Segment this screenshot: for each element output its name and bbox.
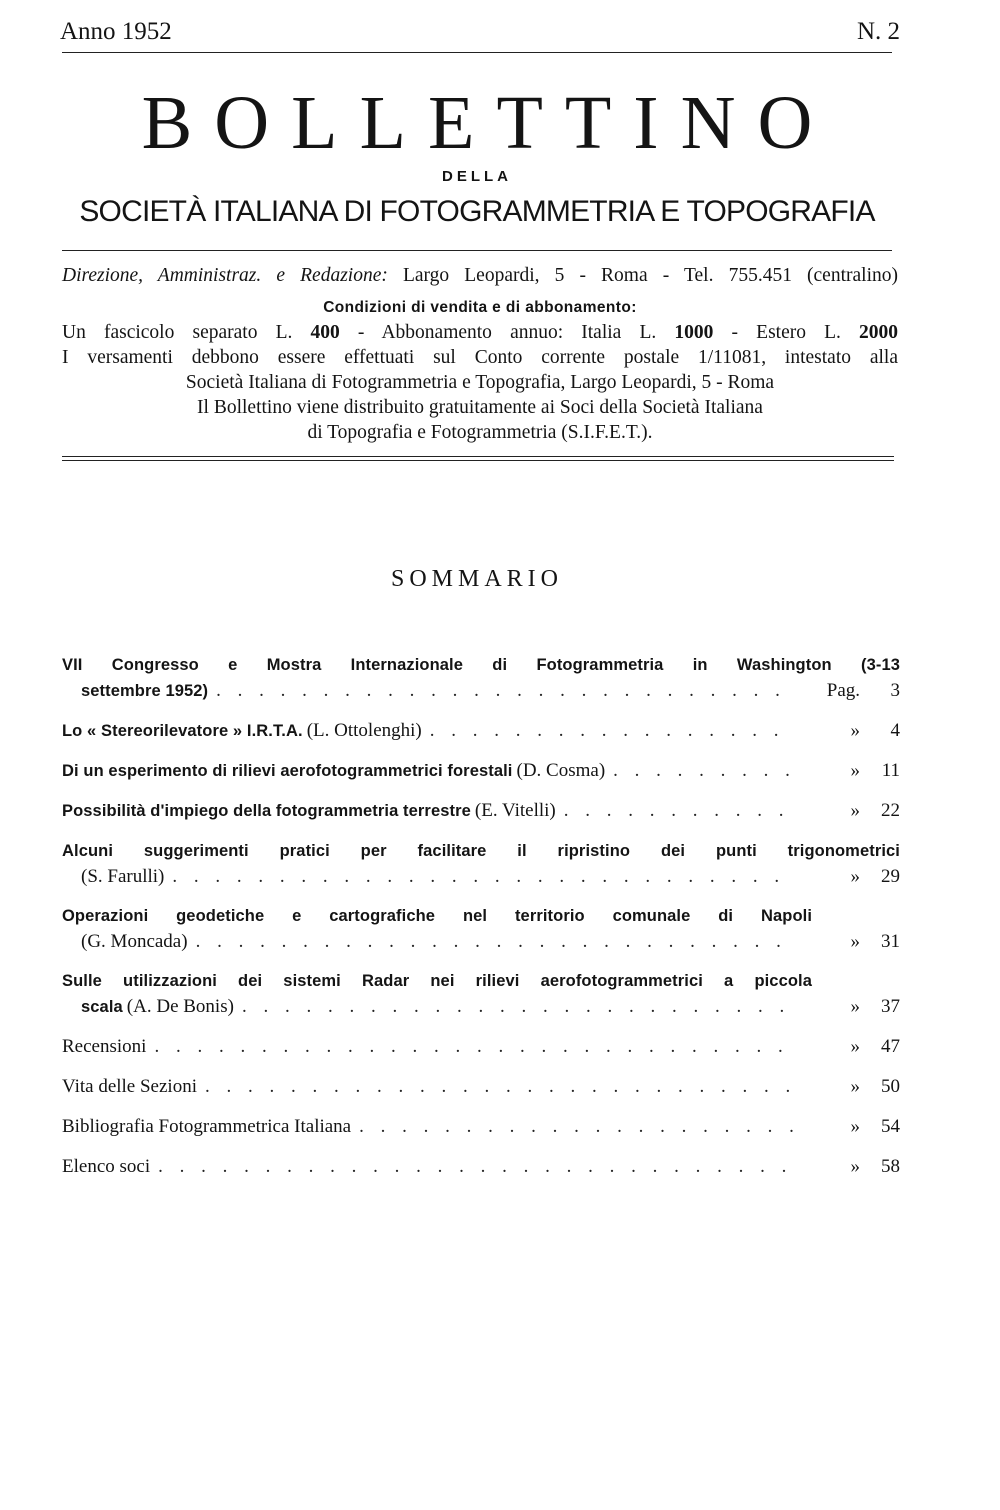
page-label: » [850,760,860,781]
page-number: 22 [881,800,900,821]
toc-entry [62,968,900,1020]
price-italia-label: - Abbonamento annuo: Italia L. [357,322,657,343]
toc-title-continued: scala [81,998,123,1016]
toc-title: VII Congresso e Mostra Internazionale di Fotogrammetria in Washington (3-13 [62,656,900,674]
page-label: » [850,1156,860,1177]
distribution-line-2: di Topografia e Fotogrammetria (S.I.F.E.T.). [307,422,653,443]
payment-line-1: I versamenti debbono essere effettuati sul Conto corrente postale 1/11081, intestato alla [62,347,898,368]
toc-author: (E. Vitelli) [474,800,556,821]
toc-entry [62,1074,900,1100]
distribution-line-1: Il Bollettino viene distribuito gratuitamente ai Soci della Società Italiana [197,397,763,418]
dot-leader [359,1114,794,1140]
page-number: 58 [881,1156,900,1177]
price-estero-label: - Estero L. [731,322,841,343]
page-number: 29 [881,866,900,887]
issue-number: N. 2 [856,18,900,45]
dot-leader [158,1154,794,1180]
toc-title: Vita delle Sezioni [62,1076,197,1097]
page-label: » [850,1036,860,1057]
page-label: » [850,800,860,821]
price-italia: 1000 [674,322,714,343]
toc-author: (S. Farulli) [81,866,165,887]
page-number: 31 [881,931,900,952]
dot-leader [613,758,794,784]
info-double-rule [62,456,894,461]
toc-title: Di un esperimento di rilievi aerofotogrammetrici forestali [62,762,513,780]
dot-leader [430,718,794,744]
page-label: » [850,1116,860,1137]
page-number: 50 [881,1076,900,1097]
dot-leader [172,864,794,890]
direzione-text: Largo Leopardi, 5 - Roma - Tel. 755.451 (centralino) [402,265,898,286]
toc-author: (L. Ottolenghi) [306,720,422,741]
dot-leader [242,994,794,1020]
toc-author: (G. Moncada) [81,931,188,952]
toc-title: Recensioni [62,1036,147,1057]
page-number: 37 [881,996,900,1017]
toc-title: Possibilità d'impiego della fotogrammetria terrestre [62,802,471,820]
toc-title: Elenco soci [62,1156,151,1177]
header-rule [62,52,892,53]
toc-entry [62,1034,900,1060]
editorial-address [62,264,898,287]
society-rule [62,250,892,251]
toc-title: Sulle utilizzazioni dei sistemi Radar nei rilievi aerofotogrammetrici a piccola [62,972,812,990]
toc-entry [62,758,900,784]
page-label: » [850,931,860,952]
toc-title: Alcuni suggerimenti pratici per facilitare il ripristino dei punti trigonometrici [62,842,900,860]
dot-leader [216,678,794,704]
journal-title: BOLLETTINO [141,81,835,165]
price-estero: 2000 [859,322,899,343]
price-single: 400 [310,322,340,343]
page-number: 4 [890,720,900,741]
conditions-heading [62,295,898,318]
page-number: 11 [881,760,900,781]
dot-leader [205,1074,794,1100]
prices-line [62,321,898,344]
toc-author: (D. Cosma) [516,760,606,781]
toc-entry [62,652,900,704]
toc-title-continued: settembre 1952) [81,682,209,700]
della-label: DELLA [442,168,512,185]
page-label: » [850,996,860,1017]
toc-title: Lo « Stereorilevatore » I.R.T.A. [62,722,303,740]
conditions-title: Condizioni di vendita e di abbonamento: [323,299,637,316]
page-label: » [850,720,860,741]
year-label: Anno 1952 [60,18,172,45]
toc-author: (A. De Bonis) [126,996,234,1017]
toc-entry [62,1154,900,1180]
payment-line-2: Società Italiana di Fotogrammetria e Topografia, Largo Leopardi, 5 - Roma [185,372,775,393]
toc-title: Bibliografia Fotogrammetrica Italiana [62,1116,352,1137]
page-number: 54 [881,1116,900,1137]
society-name: SOCIETÀ ITALIANA DI FOTOGRAMMETRIA E TOPOGRAFIA [79,195,875,228]
toc-entry [62,838,900,890]
page-label: » [850,1076,860,1097]
toc-entry [62,718,900,744]
price-single-label: Un fascicolo separato L. [62,322,293,343]
dot-leader [154,1034,794,1060]
toc-entry [62,903,900,955]
page-label: » [850,866,860,887]
toc-entry [62,1114,900,1140]
toc-entry [62,798,900,824]
dot-leader [196,929,794,955]
toc-title: Operazioni geodetiche e cartografiche nel territorio comunale di Napoli [62,907,812,925]
direzione-label: Direzione, Amministraz. e Redazione: [62,265,388,286]
dot-leader [564,798,794,824]
page-number: 3 [890,680,900,701]
page-number: 47 [881,1036,900,1057]
page-label: Pag. [826,680,860,701]
sommario-title: SOMMARIO [390,566,564,592]
